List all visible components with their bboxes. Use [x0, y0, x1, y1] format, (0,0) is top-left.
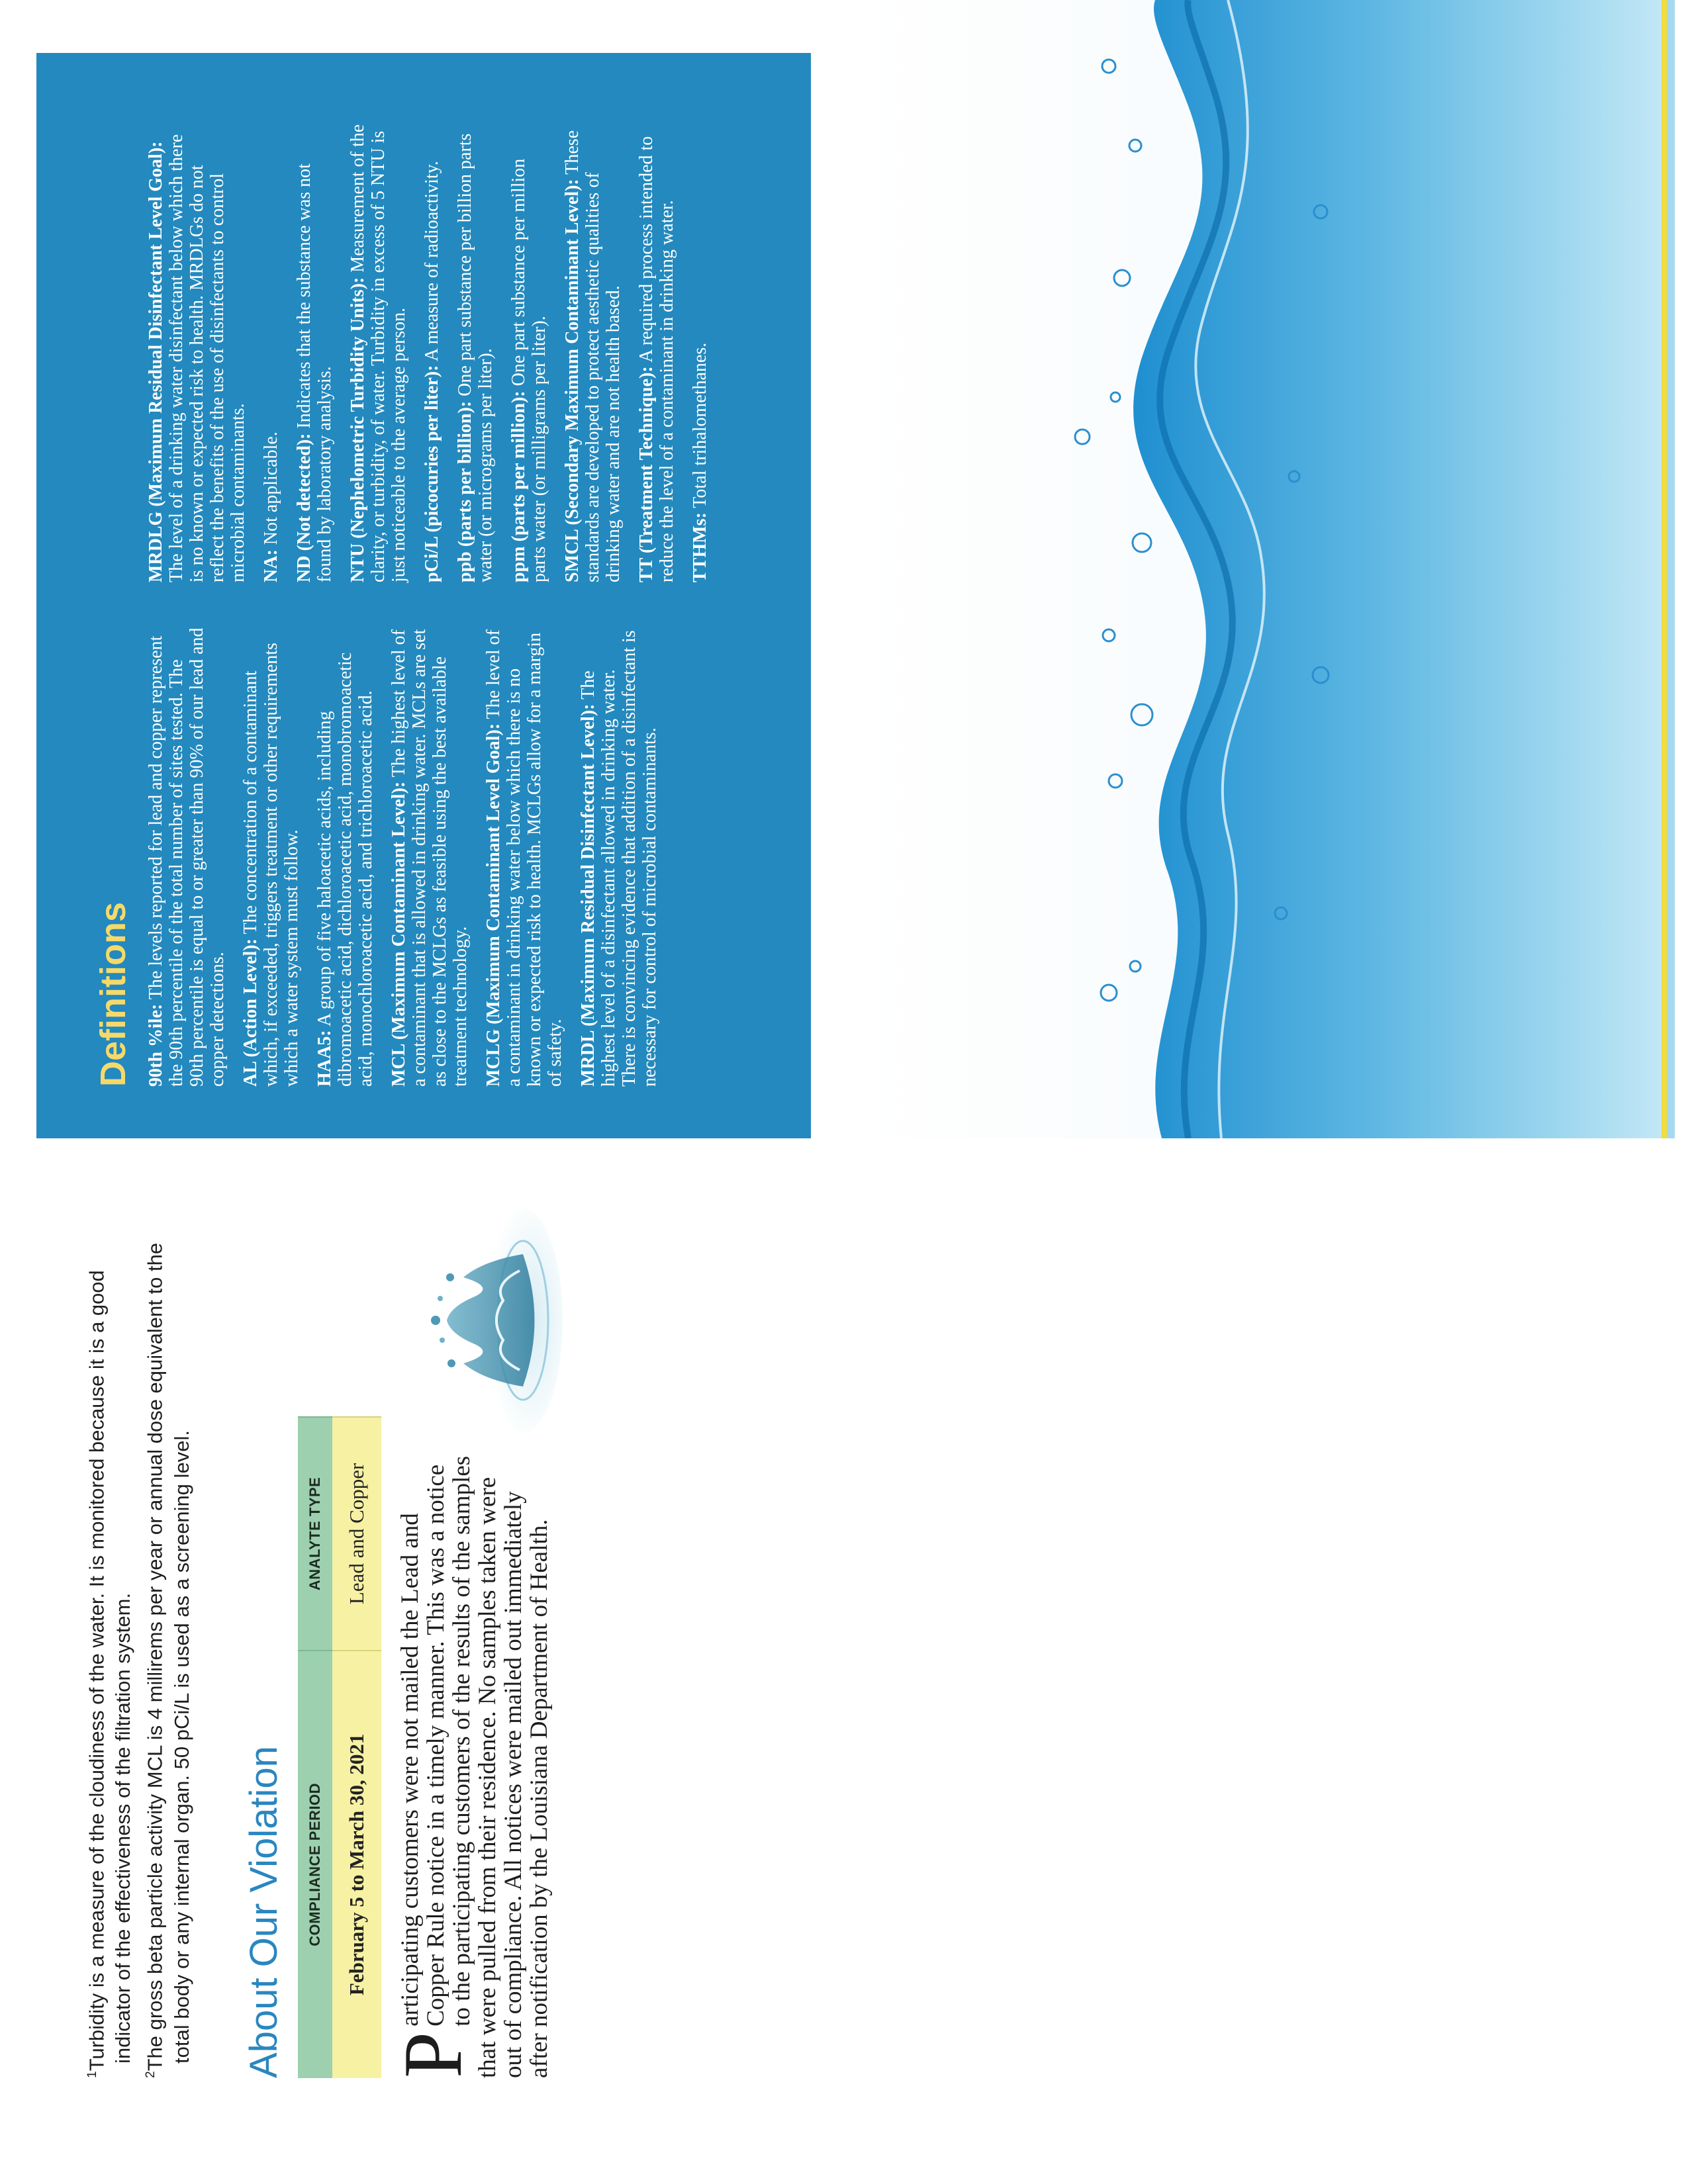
definition-text: One part substance per million parts water (or milligrams per liter). — [508, 158, 549, 582]
violation-body-text: articipating customers were not mailed the Lead and Copper Rule notice in a timely manner. This was a notice to the participating customers of the results of the samples that were pulled from their residence. No samples taken were out of compliance. All notices were mailed out immediately after notification by the Louisiana Department of Health. — [397, 1455, 553, 2078]
definition-text: Not applicable. — [261, 432, 281, 545]
definition-item — [508, 119, 549, 582]
footnotes — [79, 1218, 197, 2078]
definition-item — [146, 119, 248, 582]
column-header: ANALYTE TYPE — [298, 1417, 332, 1651]
definition-item — [690, 119, 710, 582]
definition-term: TT (Treatment Technique): — [636, 366, 657, 582]
definition-item — [455, 119, 496, 582]
definition-term: pCi/L (picocuries per liter): — [422, 365, 442, 582]
definitions-title: Definitions — [93, 902, 133, 1087]
definition-item — [294, 119, 335, 582]
definitions-panel — [36, 53, 811, 1138]
footnote-1 — [79, 1218, 136, 2078]
water-wave-image — [857, 0, 1675, 1138]
definition-text: Measurement of the clarity, or turbidity, of water. Turbidity in excess of 5 NTU is just noticeable to the average person. — [348, 124, 409, 582]
definitions-column-1 — [146, 623, 673, 1087]
definition-item — [348, 119, 409, 582]
definition-text: The level of a drinking water disinfectant below which there is no known or expected risk to health. MRDLGs do not reflect the benefits of the use of disinfectants to control microbial contaminants. — [166, 134, 248, 582]
definition-term: MRDL (Maximum Residual Disinfectant Level): — [578, 704, 598, 1087]
definition-item — [562, 119, 624, 582]
definition-item — [240, 623, 302, 1087]
definition-text: The level of a contaminant in drinking water below which there is no known or expected risk to health. MCLGs allow for a margin of safety. — [483, 629, 565, 1087]
definition-item — [261, 119, 281, 582]
definition-term: NA: — [261, 549, 281, 582]
footnote-2 — [138, 1218, 195, 2078]
definition-item — [314, 623, 376, 1087]
definition-text: The highest level of a disinfectant allowed in drinking water. There is convincing evidence that addition of a disinfectant is necessary for control of microbial contaminants. — [578, 630, 660, 1087]
definition-text: Total trihalomethanes. — [690, 342, 710, 508]
definition-term: ppm (parts per million): — [508, 390, 529, 582]
definition-item — [422, 119, 442, 582]
definition-item — [483, 623, 565, 1087]
definition-item — [389, 623, 471, 1087]
definition-text: These standards are developed to protect aesthetic qualities of drinking water and are not health based. — [562, 130, 624, 582]
definition-term: SMCL (Secondary Maximum Contaminant Level): — [562, 179, 583, 582]
violation-table — [298, 1416, 381, 2078]
compliance-period-cell: February 5 to March 30, 2021 — [332, 1651, 381, 2078]
column-header: COMPLIANCE PERIOD — [298, 1651, 332, 2078]
definition-text: A required process intended to reduce the level of a contaminant in drinking water. — [636, 136, 677, 582]
definition-term: NTU (Nephelometric Turbidity Units): — [348, 277, 368, 582]
definition-text: A group of five haloacetic acids, including dibromoacetic acid, dichloroacetic acid, monobromoacetic acid, monochloroacetic acid, and trichloroacetic acid. — [314, 652, 376, 1087]
footnote-mark: 2 — [144, 2071, 158, 2078]
definition-text: The concentration of a contaminant which, if exceeded, triggers treatment or other requirements which a water system must follow. — [240, 643, 302, 1087]
definition-term: MCL (Maximum Contaminant Level): — [389, 781, 409, 1087]
violation-title: About Our Violation — [242, 1746, 285, 2078]
definition-term: MCLG (Maximum Contaminant Level Goal): — [483, 723, 504, 1087]
definition-term: 90th %ile: — [146, 1003, 166, 1087]
definitions-column-2 — [146, 119, 723, 582]
table-header-row — [298, 1417, 332, 2078]
left-panel — [0, 1191, 1688, 2184]
definition-text: The levels reported for lead and copper represent the 90th percentile of the total number of sites tested. The 90th percentile is equal to or greater than 90% of our lead and copper detections. — [146, 627, 228, 1087]
drop-cap: P — [387, 2031, 479, 2078]
footnote-text: The gross beta particle activity MCL is 4 millirems per year or annual dose equivalent to the total body or any internal organ. 50 pCi/L is used as a screening level. — [143, 1242, 193, 2071]
definition-term: ppb (parts per billion): — [455, 400, 475, 582]
definition-term: TTHMs: — [690, 512, 710, 582]
footnote-text: Turbidity is a measure of the cloudiness of the water. It is monitored because it is a good indicator of the effectiveness of the filtration system. — [85, 1270, 135, 2071]
water-splash-image — [410, 1205, 569, 1436]
definition-term: ND (Not detected): — [294, 433, 314, 582]
definition-term: AL (Action Level): — [240, 938, 261, 1087]
definition-item — [636, 119, 677, 582]
footnote-mark: 1 — [85, 2071, 99, 2078]
violation-paragraph — [387, 1449, 553, 2078]
definition-text: A measure of radioactivity. — [422, 161, 442, 362]
definition-text: The highest level of a contaminant that is allowed in drinking water. MCLs are set as close to the MCLGs as feasible using the best available treatment technology. — [389, 629, 471, 1087]
definition-item — [578, 623, 660, 1087]
definition-term: MRDLG (Maximum Residual Disinfectant Level Goal): — [146, 141, 166, 582]
definition-text: Indicates that the substance was not found by laboratory analysis. — [294, 163, 335, 582]
table-row — [332, 1417, 381, 2078]
definition-text: One part substance per billion parts water (or micrograms per liter). — [455, 133, 496, 582]
definition-term: HAA5: — [314, 1030, 335, 1087]
definition-item — [146, 623, 228, 1087]
analyte-type-cell: Lead and Copper — [332, 1417, 381, 1651]
